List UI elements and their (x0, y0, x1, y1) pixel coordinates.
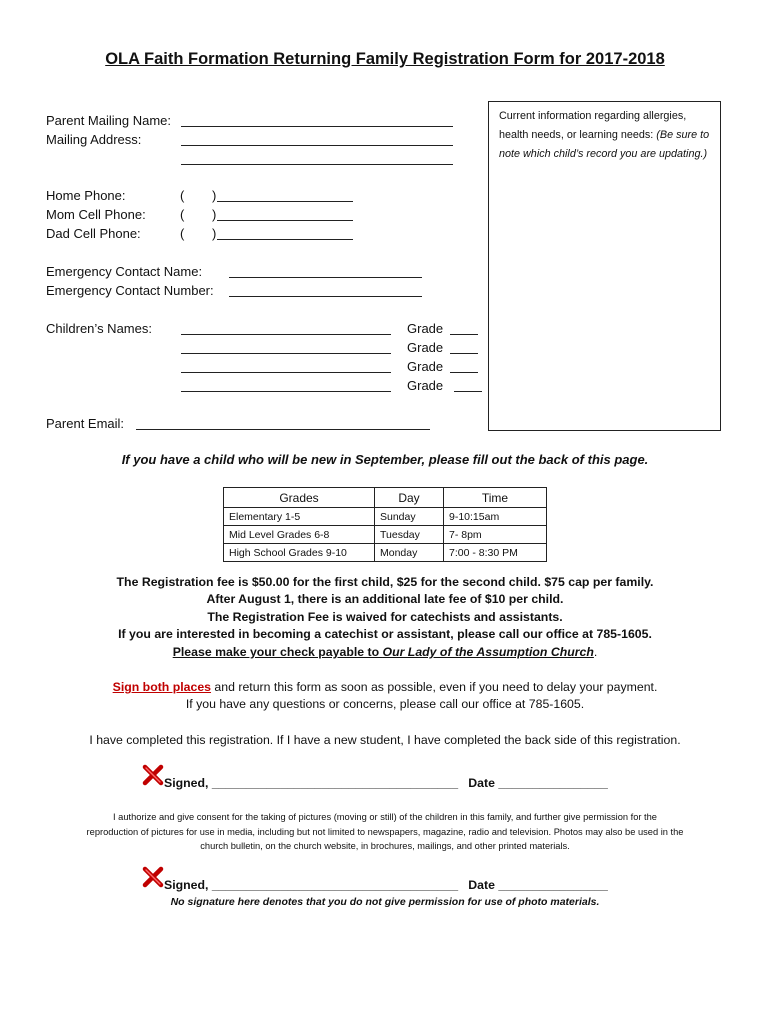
table-cell: High School Grades 9-10 (224, 544, 375, 562)
sign-instruction-text: and return this form as soon as possible, even if you need to delay your payment. (211, 680, 658, 694)
mom-cell-paren-close: ) (212, 207, 217, 222)
check-payable-period: . (593, 645, 598, 659)
signature-line-1[interactable] (164, 776, 608, 790)
photo-consent-line-3: church bulletin, on the church website, in brochures, mailings, and other printed materials. (200, 841, 570, 851)
child-name-field-3[interactable] (181, 372, 391, 373)
health-info-box[interactable] (488, 101, 721, 431)
table-header-grades: Grades (224, 488, 375, 508)
red-x-icon (142, 866, 164, 888)
home-phone-label: Home Phone: (46, 188, 126, 203)
table-cell: 7:00 - 8:30 PM (444, 544, 547, 562)
grade-label-4: Grade (407, 378, 444, 393)
mom-cell-field[interactable] (217, 220, 353, 221)
red-x-icon (142, 764, 164, 786)
home-phone-paren-open: ( (180, 188, 185, 203)
child-name-field-2[interactable] (181, 353, 391, 354)
grade-field-4[interactable] (454, 391, 482, 392)
signature-line-2[interactable] (164, 878, 608, 892)
fee-line-3: The Registration Fee is waived for catechists and assistants. (207, 610, 563, 624)
signed-label: Signed, (164, 878, 209, 892)
childrens-names-label: Children’s Names: (46, 321, 152, 336)
mom-cell-label: Mom Cell Phone: (46, 207, 146, 222)
table-row (224, 508, 547, 526)
dad-cell-paren-open: ( (180, 226, 185, 241)
home-phone-paren-close: ) (212, 188, 217, 203)
child-name-field-1[interactable] (181, 334, 391, 335)
no-signature-note: No signature here denotes that you do not give permission for use of photo materials. (170, 896, 600, 908)
fee-line-1: The Registration fee is $50.00 for the first child, $25 for the second child. $75 cap per family. (116, 575, 654, 589)
emergency-contact-name-label: Emergency Contact Name: (46, 264, 203, 279)
check-payable-text: Please make your check payable to (172, 645, 383, 659)
signature-field-2[interactable]: ____________________________________ (211, 878, 459, 892)
church-name: Our Lady of the Assumption Church (382, 645, 594, 659)
fee-line-4: If you are interested in becoming a catechist or assistant, please call our office at 785-1605. (118, 627, 652, 641)
grade-field-1[interactable] (450, 334, 478, 335)
parent-mailing-name-label: Parent Mailing Name: (46, 113, 171, 128)
new-child-note: If you have a child who will be new in September, please fill out the back of this page. (121, 452, 649, 467)
parent-mailing-name-field[interactable] (181, 126, 453, 127)
date-label: Date (468, 776, 495, 790)
page-title: OLA Faith Formation Returning Family Registration Form for 2017-2018 (105, 50, 665, 68)
date-field-1[interactable]: ________________ (498, 776, 608, 790)
emergency-contact-number-label: Emergency Contact Number: (46, 283, 214, 298)
completed-statement: I have completed this registration. If I have a new student, I have completed the back side of this registration. (89, 733, 681, 747)
mailing-address-field-1[interactable] (181, 145, 453, 146)
table-header-row (224, 488, 547, 508)
table-cell: 7- 8pm (444, 526, 547, 544)
table-cell: Mid Level Grades 6-8 (224, 526, 375, 544)
photo-consent-line-2: reproduction of pictures for use in media, including but not limited to newspapers, magazine, radio and television. Photos may also be used in the (86, 826, 684, 837)
dad-cell-label: Dad Cell Phone: (46, 226, 141, 241)
questions-text: If you have any questions or concerns, please call our office at 785-1605. (185, 697, 585, 711)
parent-email-label: Parent Email: (46, 416, 125, 431)
signature-field-1[interactable]: ____________________________________ (211, 776, 459, 790)
mailing-address-field-2[interactable] (181, 164, 453, 165)
parent-email-field[interactable] (136, 429, 430, 430)
sign-both-places-link[interactable]: Sign both places (112, 680, 212, 694)
mailing-address-label: Mailing Address: (46, 132, 142, 147)
sign-instruction (0, 680, 770, 694)
signed-label: Signed, (164, 776, 209, 790)
grade-label-2: Grade (407, 340, 444, 355)
dad-cell-field[interactable] (217, 239, 353, 240)
grade-label-3: Grade (407, 359, 444, 374)
table-header-day: Day (375, 488, 444, 508)
health-info-note: (Be sure to note which child’s record you are updating.) (499, 129, 710, 160)
table-cell: Sunday (375, 508, 444, 526)
dad-cell-paren-close: ) (212, 226, 217, 241)
photo-consent-text (40, 810, 730, 854)
grade-field-2[interactable] (450, 353, 478, 354)
grade-field-3[interactable] (450, 372, 478, 373)
emergency-contact-number-field[interactable] (229, 296, 422, 297)
table-row (224, 544, 547, 562)
fee-line-5 (0, 645, 770, 659)
table-cell: Tuesday (375, 526, 444, 544)
home-phone-field[interactable] (217, 201, 353, 202)
child-name-field-4[interactable] (181, 391, 391, 392)
photo-consent-line-1: I authorize and give consent for the taking of pictures (moving or still) of the children in this family, and further give permission for the (113, 812, 657, 822)
table-header-time: Time (444, 488, 547, 508)
fee-line-2: After August 1, there is an additional late fee of $10 per child. (206, 592, 564, 606)
schedule-table (223, 487, 547, 562)
table-row (224, 526, 547, 544)
date-field-2[interactable]: ________________ (498, 878, 608, 892)
table-cell: 9-10:15am (444, 508, 547, 526)
table-cell: Elementary 1-5 (224, 508, 375, 526)
health-info-text: Current information regarding allergies, health needs, or learning needs: (499, 110, 687, 141)
table-cell: Monday (375, 544, 444, 562)
emergency-contact-name-field[interactable] (229, 277, 422, 278)
mom-cell-paren-open: ( (180, 207, 185, 222)
date-label: Date (468, 878, 495, 892)
grade-label-1: Grade (407, 321, 444, 336)
